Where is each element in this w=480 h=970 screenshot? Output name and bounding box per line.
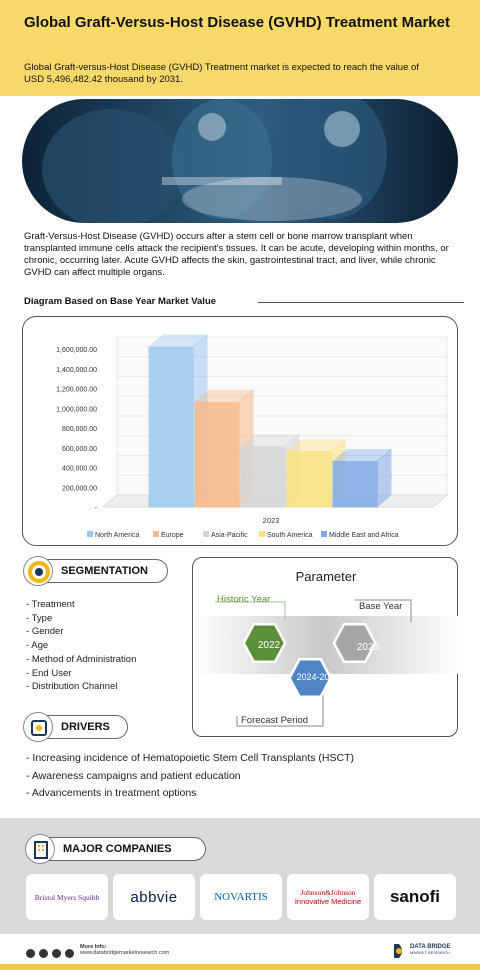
abbvie-logo-text: abbvie xyxy=(130,888,178,906)
legend-swatch xyxy=(153,531,159,537)
drivers-label: DRIVERS xyxy=(61,721,110,733)
footer-accent-bar xyxy=(0,964,480,970)
legend-swatch xyxy=(203,531,209,537)
footer xyxy=(0,934,480,970)
list-item: - End User xyxy=(26,667,136,681)
y-tick-label: 1,400,000.00 xyxy=(56,366,97,374)
instagram-icon[interactable] xyxy=(65,949,74,958)
hex-2022-label: 2022 xyxy=(257,640,281,651)
surgery-illustration xyxy=(22,99,458,223)
social-icons xyxy=(26,949,74,958)
historic-label: Historic Year xyxy=(217,594,271,605)
sanofi-logo xyxy=(374,874,456,920)
brand-name: DATA BRIDGE xyxy=(410,944,451,950)
legend-swatch xyxy=(259,531,265,537)
list-item: - Distribution Channel xyxy=(26,680,136,694)
jnj-logo-text-2: Innovative Medicine xyxy=(294,897,362,906)
bms-logo xyxy=(26,874,108,920)
surgery-photo xyxy=(22,99,458,223)
segmentation-heading xyxy=(24,559,168,583)
bar-middle-east-and-africa xyxy=(333,462,377,507)
facebook-icon[interactable] xyxy=(39,949,48,958)
hex-forecast-label: 2024-2031 xyxy=(296,672,340,682)
y-tick-label: 600,000.00 xyxy=(61,445,97,453)
legend-swatch xyxy=(321,531,327,537)
parameter-diagram xyxy=(193,558,459,738)
y-tick-label: 1,200,000.00 xyxy=(56,386,97,394)
novartis-logo xyxy=(200,874,282,920)
whatsapp-icon[interactable] xyxy=(26,949,35,958)
twitter-icon[interactable] xyxy=(52,949,61,958)
legend-label: Middle East and Africa xyxy=(329,532,399,539)
legend-swatch xyxy=(87,531,93,537)
list-item: - Age xyxy=(26,639,136,653)
bar-north-america xyxy=(149,347,193,507)
parameter-title: Parameter xyxy=(295,569,357,584)
list-item: - Treatment xyxy=(26,598,136,612)
segmentation-icon xyxy=(23,556,53,586)
diagram-title: Diagram Based on Base Year Market Value xyxy=(24,296,217,307)
jnj-logo xyxy=(287,874,369,920)
list-item: - Gender xyxy=(26,625,136,639)
parameter-panel xyxy=(192,557,458,737)
more-info-label: More Info: xyxy=(80,944,107,950)
legend-label: Asia-Pacific xyxy=(211,532,248,539)
more-info xyxy=(80,944,169,956)
y-tick-label: 1,000,000.00 xyxy=(56,406,97,414)
bar-south-america xyxy=(287,452,331,507)
novartis-logo-text: NOVARTIS xyxy=(214,891,268,903)
list-item: - Awareness campaigns and patient education xyxy=(26,768,354,786)
building-icon xyxy=(25,834,55,864)
website-link[interactable]: www.databridgemarketresearch.com xyxy=(80,950,170,956)
y-tick-label: 800,000.00 xyxy=(61,426,97,433)
bar-chart xyxy=(22,316,458,546)
drivers-heading xyxy=(24,715,128,739)
segmentation-list xyxy=(26,598,136,694)
list-item: - Type xyxy=(26,612,136,626)
companies-section xyxy=(0,818,480,934)
bar-europe xyxy=(195,402,239,507)
data-bridge-logo-icon xyxy=(392,942,406,960)
y-tick-label: - xyxy=(94,505,97,512)
page-subtitle: Global Graft-versus-Host Disease (GVHD) Treatment market is expected to reach the value of USD 5,496,482.42 thousand by 2031. xyxy=(24,62,419,85)
intro-text: Graft-Versus-Host Disease (GVHD) occurs after a stem cell or bone marrow transplant when transplanted immune cells attack the recipient's tissues. It can be acute, developing within months, or chronic, occurring later. Acute GVHD affects the skin, gastrointestinal tract, and liver, while chronic GVHD can affect multiple organs. xyxy=(24,231,449,278)
jnj-logo-text-1: Johnson&Johnson xyxy=(300,888,356,897)
bms-logo-text: Bristol Myers Squibb xyxy=(34,892,100,902)
list-item: - Advancements in treatment options xyxy=(26,785,354,803)
legend-label: North America xyxy=(95,532,140,539)
list-item: - Increasing incidence of Hematopoietic Stem Cell Transplants (HSCT) xyxy=(26,750,354,768)
brand-subtitle: MARKET RESEARCH xyxy=(410,950,450,955)
x-axis-label: 2023 xyxy=(262,516,280,525)
bar-asia-pacific xyxy=(241,447,285,507)
page-title: Global Graft-Versus-Host Disease (GVHD) Treatment Market xyxy=(24,14,450,31)
segmentation-label: SEGMENTATION xyxy=(61,565,148,577)
legend-label: Europe xyxy=(161,532,184,539)
companies-heading xyxy=(26,837,206,861)
timeline-band xyxy=(193,616,459,674)
base-label: Base Year xyxy=(359,601,403,612)
drivers-icon xyxy=(23,712,53,742)
list-item: - Method of Administration xyxy=(26,653,136,667)
legend-label: South America xyxy=(267,532,313,539)
forecast-label: Forecast Period xyxy=(241,715,309,726)
divider-line xyxy=(258,302,464,303)
y-tick-label: 200,000.00 xyxy=(61,485,97,493)
abbvie-logo xyxy=(113,874,195,920)
header-banner xyxy=(0,0,480,96)
data-bridge-logo xyxy=(410,944,451,956)
hex-2023-label: 2023 xyxy=(356,642,380,653)
sanofi-logo-text: sanofi xyxy=(389,887,441,906)
bar-chart-svg xyxy=(23,317,459,547)
y-tick-label: 1,600,000.00 xyxy=(56,347,97,354)
companies-label: MAJOR COMPANIES xyxy=(63,843,172,855)
y-tick-label: 400,000.00 xyxy=(61,465,97,473)
drivers-list xyxy=(26,750,354,803)
